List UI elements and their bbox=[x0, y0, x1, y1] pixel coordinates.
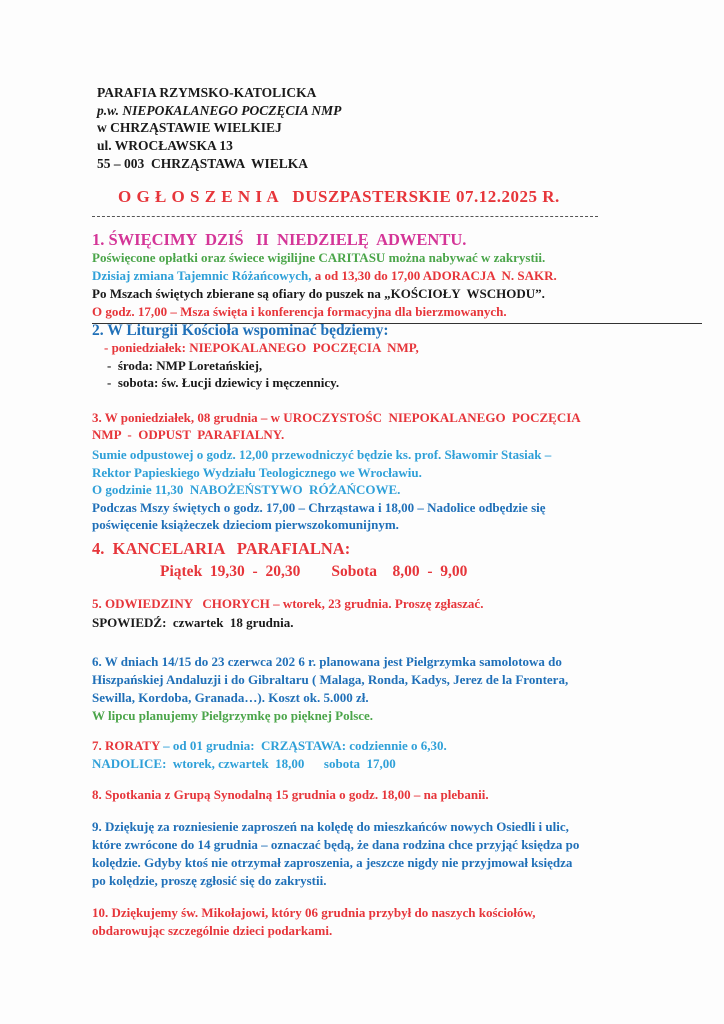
announcement-line bbox=[92, 482, 400, 498]
text-segment: 7. RORATY bbox=[92, 738, 160, 753]
announcement-line bbox=[92, 539, 350, 559]
announcement-line bbox=[160, 562, 467, 581]
announcement-line bbox=[92, 517, 399, 533]
text-segment: 4. KANCELARIA PARAFIALNA: bbox=[92, 539, 351, 558]
text-segment: O godz. 17,00 – Msza święta i konferencja formacyjna dla bierzmowanych. bbox=[92, 304, 507, 319]
parish-location: w CHRZĄSTAWIE WIELKIEJ bbox=[97, 120, 282, 135]
announcement-line bbox=[92, 230, 466, 250]
announcement-line bbox=[92, 465, 422, 481]
text-segment: Piątek 19,30 - 20,30 Sobota 8,00 - 9,00 bbox=[160, 563, 468, 580]
announcement-line bbox=[92, 447, 551, 463]
text-segment: poświęcenie książeczek dzieciom pierwszokomunijnym. bbox=[92, 517, 399, 532]
text-segment: SPOWIEDŹ: czwartek 18 grudnia. bbox=[92, 615, 294, 630]
announcement-line bbox=[92, 787, 489, 803]
announcement-line bbox=[107, 375, 339, 391]
text-segment: Rektor Papieskiego Wydziału Teologicznego we Wrocławiu. bbox=[92, 465, 422, 480]
announcement-line bbox=[92, 596, 483, 612]
parish-name: PARAFIA RZYMSKO-KATOLICKA bbox=[97, 85, 317, 100]
text-segment: 10. Dziękujemy św. Mikołajowi, który 06 grudnia przybył do naszych kościołów, bbox=[92, 905, 536, 920]
announcement-line bbox=[92, 905, 535, 921]
text-segment: O godzinie 11,30 NABOŻEŃSTYWO RÓŻAŃCOWE. bbox=[92, 482, 401, 497]
text-segment: 5. ODWIEDZINY CHORYCH – wtorek, 23 grudnia. Proszę zgłaszać. bbox=[92, 596, 484, 611]
announcement-line bbox=[92, 250, 545, 266]
text-segment: Podczas Mszy świętych o godz. 17,00 – Chrząstawa i 18,00 – Nadolice odbędzie się bbox=[92, 500, 546, 515]
announcement-line bbox=[92, 321, 389, 340]
announcement-line bbox=[92, 855, 572, 871]
announcement-line bbox=[92, 268, 557, 284]
announcement-line bbox=[92, 873, 326, 889]
announcement-line bbox=[92, 708, 373, 724]
text-segment: Poświęcone opłatki oraz świece wigilijne CARITASU można nabywać w zakrystii. bbox=[92, 250, 546, 265]
text-segment: Sewilla, Kordoba, Granada…). Koszt ok. 5.000 zł. bbox=[92, 690, 369, 705]
announcement-line bbox=[92, 615, 294, 631]
announcement-line bbox=[92, 654, 562, 670]
announcement-line bbox=[92, 923, 332, 939]
announcement-line bbox=[104, 340, 419, 356]
text-segment: 8. Spotkania z Grupą Synodalną 15 grudnia o godz. 18,00 – na plebanii. bbox=[92, 787, 489, 802]
announcement-line bbox=[107, 358, 262, 374]
announcement-line bbox=[92, 304, 507, 320]
text-segment: NMP - ODPUST PARAFIALNY. bbox=[92, 427, 285, 442]
text-segment: Dzisiaj zmiana Tajemnic Różańcowych, bbox=[92, 268, 312, 283]
text-segment: a od 13,30 do 17,00 ADORACJA N. SAKR. bbox=[311, 268, 557, 283]
announcement-line bbox=[92, 819, 569, 835]
text-segment: Sumie odpustowej o godz. 12,00 przewodniczyć będzie ks. prof. Sławomir Stasiak – bbox=[92, 447, 552, 462]
announcement-line bbox=[92, 427, 284, 443]
page-title: O G Ł O S Z E N I A DUSZPASTERSKIE 07.12.2025 R. bbox=[118, 187, 560, 206]
text-segment: W lipcu planujemy Pielgrzymkę po pięknej Polsce. bbox=[92, 708, 374, 723]
text-segment: kolędzie. Gdyby ktoś nie otrzymał zaproszenia, a jeszcze nigdy nie przyjmował księdza bbox=[92, 855, 573, 870]
announcement-line bbox=[92, 410, 581, 426]
announcement-line bbox=[92, 500, 546, 516]
announcement-line bbox=[92, 756, 396, 772]
parish-postcode: 55 – 003 CHRZĄSTAWA WIELKA bbox=[97, 156, 309, 171]
text-segment: które zwrócone do 14 grudnia – oznaczać będą, że dana rodzina chce przyjąć księdza po bbox=[92, 837, 580, 852]
parish-dedication: p.w. NIEPOKALANEGO POCZĘCIA NMP bbox=[97, 103, 342, 118]
announcement-line bbox=[92, 672, 568, 688]
text-segment: 6. W dniach 14/15 do 23 czerwca 202 6 r. planowana jest Pielgrzymka samolotowa do bbox=[92, 654, 562, 669]
text-segment: - sobota: św. Łucji dziewicy i męczennicy. bbox=[107, 375, 340, 390]
text-segment: 9. Dziękuję za rozniesienie zaproszeń na kolędę do mieszkańców nowych Osiedli i ulic, bbox=[92, 819, 569, 834]
text-segment: 3. W poniedziałek, 08 grudnia – w UROCZYSTOŚC NIEPOKALANEGO POCZĘCIA bbox=[92, 410, 581, 425]
text-segment: - środa: NMP Loretańskiej, bbox=[107, 358, 263, 373]
text-segment: Hiszpańskiej Andaluzji i do Gibraltaru ( Malaga, Ronda, Kadys, Jerez de la Frontera, bbox=[92, 672, 569, 687]
text-segment: 2. W Liturgii Kościoła wspominać będziemy: bbox=[92, 322, 389, 339]
text-segment: po kolędzie, proszę zgłosić się do zakrystii. bbox=[92, 873, 327, 888]
dashed-divider bbox=[92, 216, 598, 217]
text-segment: 1. ŚWIĘCIMY DZIŚ II NIEDZIELĘ ADWENTU. bbox=[92, 230, 467, 249]
announcement-line bbox=[92, 837, 579, 853]
text-segment: – od 01 grudnia: CRZĄSTAWA: codziennie o 6,30. bbox=[159, 738, 447, 753]
text-segment: obdarowując szczególnie dzieci podarkami. bbox=[92, 923, 333, 938]
text-segment: NADOLICE: wtorek, czwartek 18,00 sobota 17,00 bbox=[92, 756, 396, 771]
parish-street: ul. WROCŁAWSKA 13 bbox=[97, 138, 233, 153]
announcement-line bbox=[92, 690, 369, 706]
text-segment: - poniedziałek: NIEPOKALANEGO POCZĘCIA NMP, bbox=[104, 340, 419, 355]
announcement-line bbox=[92, 738, 447, 754]
text-segment: Po Mszach świętych zbierane są ofiary do puszek na „KOŚCIOŁY WSCHODU”. bbox=[92, 286, 545, 301]
announcement-line bbox=[92, 286, 545, 302]
